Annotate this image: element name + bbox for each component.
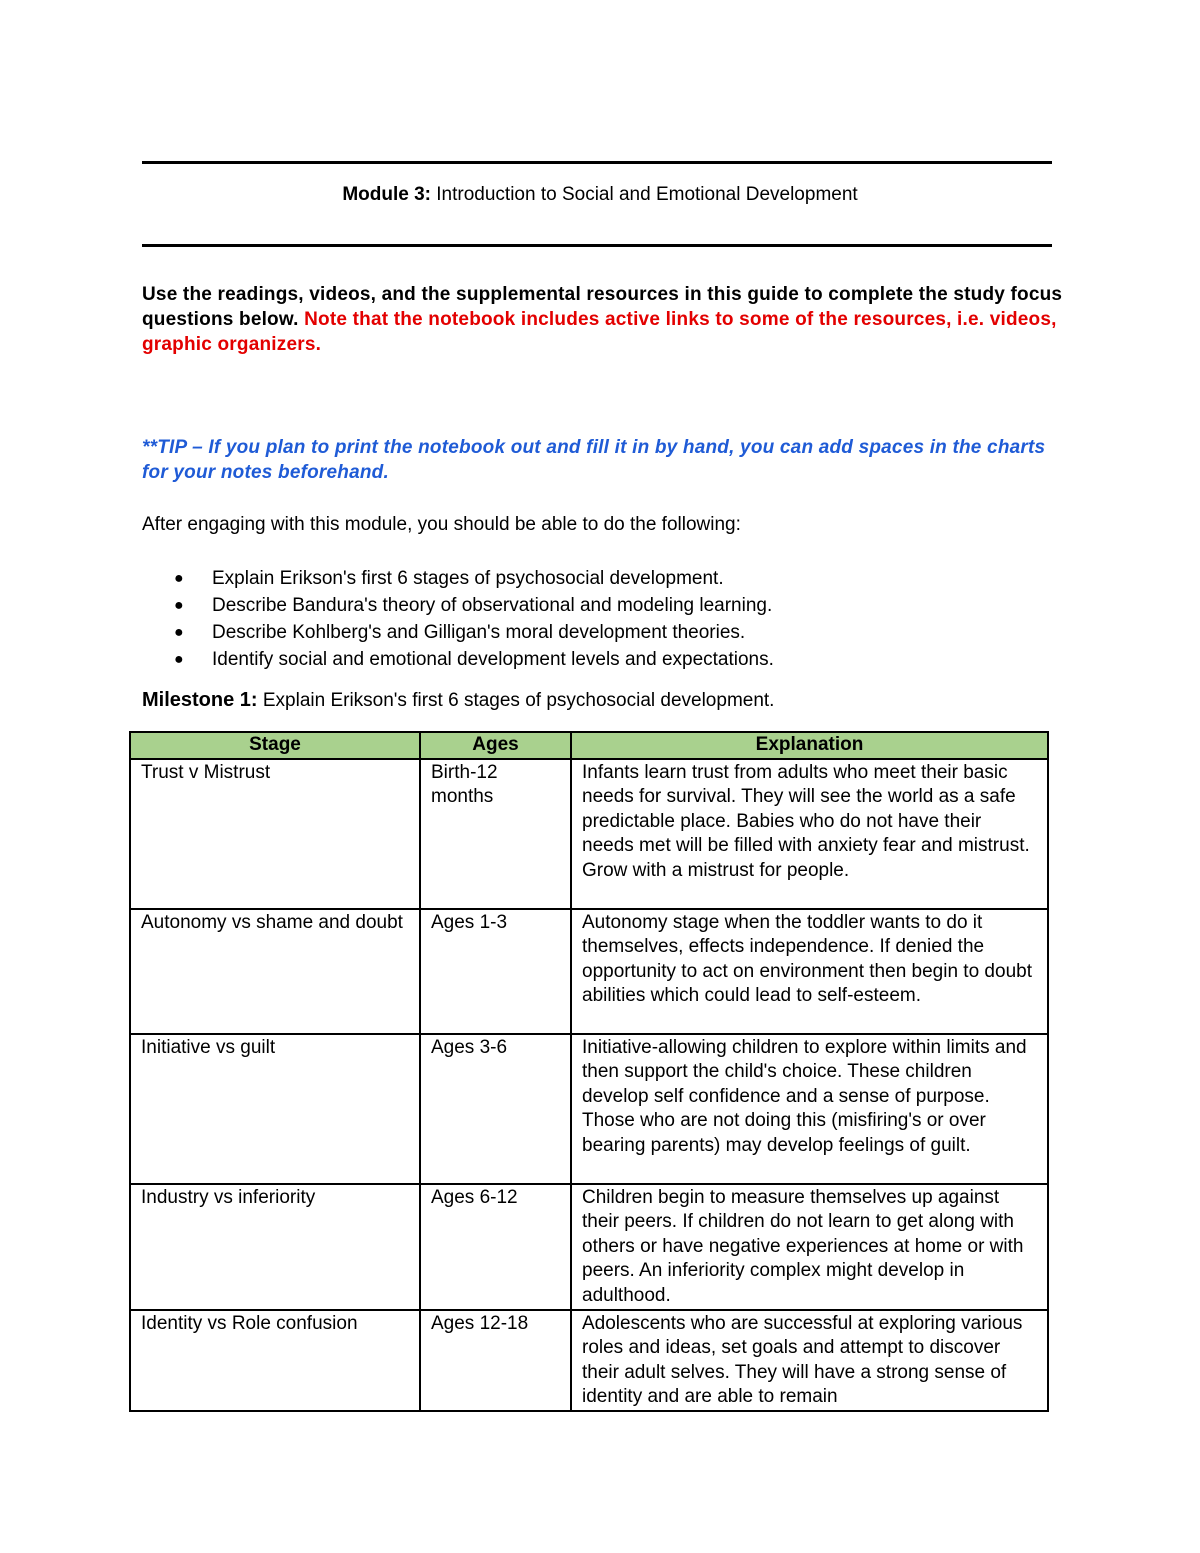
objectives-list	[142, 565, 1062, 673]
ages-cell: Ages 12-18	[420, 1310, 571, 1411]
list-item: ● Explain Erikson's first 6 stages of psychosocial development.	[142, 565, 1062, 592]
tip-paragraph: **TIP – If you plan to print the notebook out and fill it in by hand, you can add spaces in the charts for your notes beforehand.	[142, 437, 1046, 483]
column-header-explanation: Explanation	[571, 732, 1048, 759]
stage-cell: Identity vs Role confusion	[130, 1310, 420, 1411]
bullet-icon: ●	[174, 651, 184, 668]
stage-cell: Trust v Mistrust	[130, 759, 420, 909]
module-heading	[0, 184, 1200, 206]
milestone-text: Explain Erikson's first 6 stages of psychosocial development.	[257, 690, 775, 711]
explanation-cell: Infants learn trust from adults who meet their basic needs for survival. They will see the world as a safe predictable place. Babies who do not have their needs met will be filled with anxiety fear and mistrust. Grow with a mistrust for people.	[571, 759, 1048, 909]
list-item: ● Describe Kohlberg's and Gilligan's moral development theories.	[142, 619, 1062, 646]
table-row	[130, 759, 1048, 909]
milestone-label: Milestone 1:	[142, 689, 258, 711]
ages-cell: Ages 1-3	[420, 909, 571, 1034]
bullet-icon: ●	[174, 570, 184, 587]
list-item: ● Identify social and emotional development levels and expectations.	[142, 646, 1062, 673]
intro-instructions: Use the readings, videos, and the supplemental resources in this guide to complete the study focus questions below.	[142, 284, 1063, 330]
table-row	[130, 1184, 1048, 1310]
table-row	[130, 1034, 1048, 1184]
intro-links-note: Note that the notebook includes active links to some of the resources, i.e. videos, graphic organizers.	[142, 309, 1057, 355]
list-item: ● Describe Bandura's theory of observational and modeling learning.	[142, 592, 1062, 619]
erikson-stages-table	[129, 731, 1049, 1412]
milestone-heading	[142, 689, 1062, 712]
column-header-stage: Stage	[130, 732, 420, 759]
module-title: Introduction to Social and Emotional Development	[430, 184, 858, 205]
explanation-cell: Initiative-allowing children to explore within limits and then support the child's choice. These children develop self confidence and a sense of purpose. Those who are not doing this (misfiring's or over bearing parents) may develop feelings of guilt.	[571, 1034, 1048, 1184]
ages-cell: Ages 3-6	[420, 1034, 571, 1184]
explanation-cell: Adolescents who are successful at exploring various roles and ideas, set goals and attempt to discover their adult selves. They will have a strong sense of identity and are able to remain	[571, 1310, 1048, 1411]
bullet-icon: ●	[174, 624, 184, 641]
stage-cell: Industry vs inferiority	[130, 1184, 420, 1310]
table-header-row	[130, 732, 1048, 759]
explanation-cell: Children begin to measure themselves up against their peers. If children do not learn to get along with others or have negative experiences at home or with peers. An inferiority complex might develop in adulthood.	[571, 1184, 1048, 1310]
intro-paragraph	[142, 282, 1072, 357]
ages-cell: Ages 6-12	[420, 1184, 571, 1310]
objectives-intro: After engaging with this module, you should be able to do the following:	[142, 514, 741, 535]
bottom-divider	[142, 244, 1052, 247]
column-header-ages: Ages	[420, 732, 571, 759]
explanation-cell: Autonomy stage when the toddler wants to do it themselves, effects independence. If denied the opportunity to act on environment then begin to doubt abilities which could lead to self-esteem.	[571, 909, 1048, 1034]
ages-cell: Birth-12 months	[420, 759, 571, 909]
table-row	[130, 1310, 1048, 1411]
top-divider	[142, 161, 1052, 164]
module-label: Module 3:	[342, 184, 431, 205]
bullet-icon: ●	[174, 597, 184, 614]
stage-cell: Autonomy vs shame and doubt	[130, 909, 420, 1034]
stage-cell: Initiative vs guilt	[130, 1034, 420, 1184]
table-row	[130, 909, 1048, 1034]
